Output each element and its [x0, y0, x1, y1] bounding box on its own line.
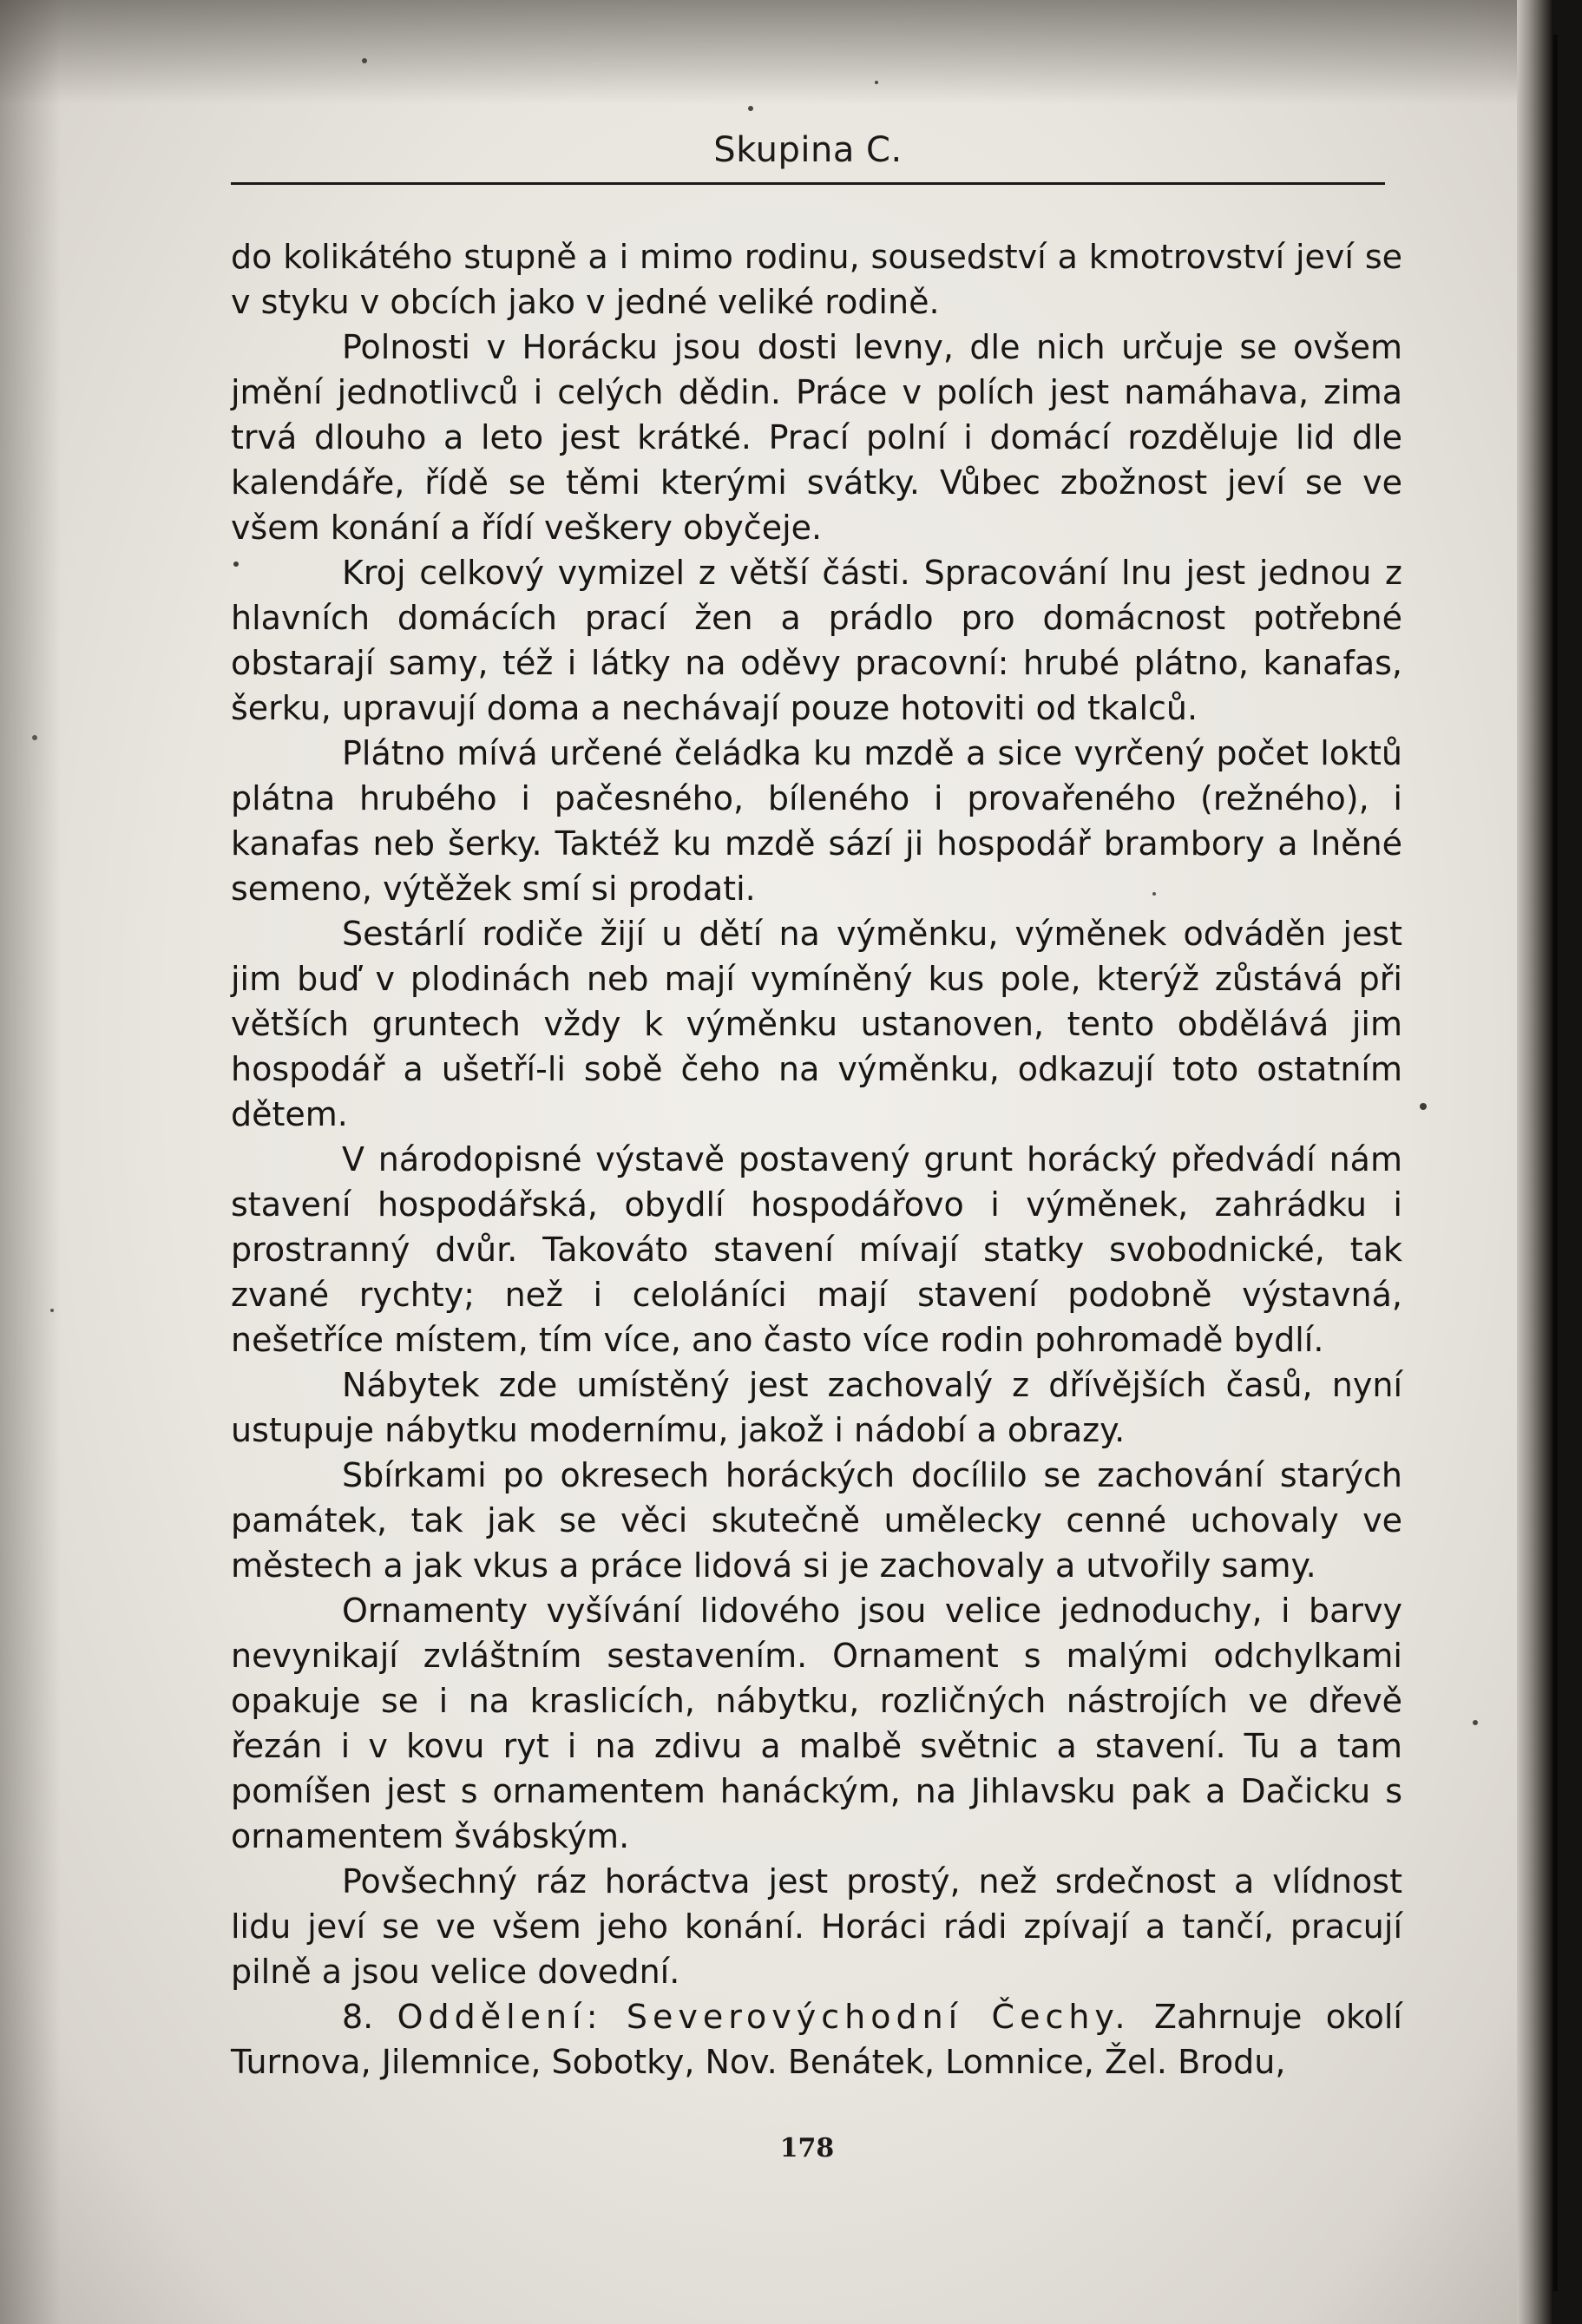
paragraph-3: Kroj celkový vymizel z větší části. Spracování lnu jest jednou z hlavních domácích prací žen a prádlo pro domácnost potřebné obstarají samy, též i látky na oděvy pracovní: hrubé plátno, kanafas, šerku, upravují doma a nechávají pouze hotoviti od tkalců.	[231, 554, 1402, 727]
section-text: Zahrnuje okolí Turnova, Jilemnice, Sobotky, Nov. Benátek, Lomnice, Žel. Brodu,	[231, 1998, 1402, 2081]
paragraph-10: Povšechný ráz horáctva jest prostý, než srdečnost a vlídnost lidu jeví se ve všem jeho konání. Horáci rádi zpívají a tančí, pracují pilně a jsou velice dovední.	[231, 1862, 1402, 1991]
paragraph-7: Nábytek zde umístěný jest zachovalý z dřívějších časů, nyní ustupuje nábytku modernímu, jakož i nádobí a obrazy.	[231, 1366, 1402, 1449]
section-heading-paragraph	[231, 1994, 1402, 2084]
section-number: 8.	[342, 1998, 374, 2036]
paragraph-9: Ornamenty vyšívání lidového jsou velice jednoduchy, i barvy nevynikají zvláštním sestavením. Ornament s malými odchylkami opakuje se i na kraslicích, nábytku, rozličných nástrojích ve dřevě řezán i v kovu ryt i na zdivu a malbě světnic a stavení. Tu a tam pomíšen jest s ornamentem hanáckým, na Jihlavsku pak a Dačicku s ornamentem švábským.	[231, 1592, 1402, 1855]
paragraph-2: Polnosti v Horácku jsou dosti levny, dle nich určuje se ovšem jmění jednotlivců i celých dědin. Práce v polích jest namáhava, zima trvá dlouho a leto jest krátké. Prací polní i domácí rozděluje lid dle kalendáře, řídě se těmi kterými svátky. Vůbec zbožnost jeví se ve všem konání a řídí veškery obyčeje.	[231, 328, 1402, 547]
paragraph-5: Sestárlí rodiče žijí u dětí na výměnku, výměnek odváděn jest jim buď v plodinách neb mají vymíněný kus pole, kterýž zůstává při větších gruntech vždy k výměnku ustanoven, tento obdělává jim hospodář a ušetří-li sobě čeho na výměnku, odkazují toto ostatním dětem.	[231, 915, 1402, 1133]
book-binding-edge	[1552, 0, 1582, 2324]
header-rule	[231, 182, 1385, 185]
running-header: Skupina C.	[713, 130, 903, 170]
paragraph-6: V národopisné výstavě postavený grunt horácký předvádí nám stavení hospodářská, obydlí hospodářovo i výměnek, zahrádku i prostranný dvůr. Takováto stavení mívají statky svobodnické, tak zvané rychty; než i celoláníci mají stavení podobně výstavná, nešetříce místem, tím více, ano často více rodin pohromadě bydlí.	[231, 1140, 1402, 1359]
page-number: 178	[779, 2133, 835, 2163]
paragraph-4: Plátno mívá určené čeládka ku mzdě a sice vyrčený počet loktů plátna hrubého i pačesného, bíleného i provařeného (režného), i kanafas neb šerky. Taktéž ku mzdě sází ji hospodář brambory a lněné semeno, výtěžek smí si prodati.	[231, 734, 1402, 908]
body-text	[231, 234, 1402, 2084]
section-region: Severovýchodní Čechy.	[626, 1998, 1131, 2036]
section-label: Oddělení:	[397, 1998, 603, 2036]
paragraph-8: Sbírkami po okresech horáckých docílilo se zachování starých památek, tak jak se věci skutečně umělecky cenné uchovaly ve městech a jak vkus a práce lidová si je zachovaly a utvořily samy.	[231, 1456, 1402, 1585]
paragraph-1: do kolikátého stupně a i mimo rodinu, sousedství a kmotrovství jeví se v styku v obcích jako v jedné veliké rodině.	[231, 238, 1402, 321]
